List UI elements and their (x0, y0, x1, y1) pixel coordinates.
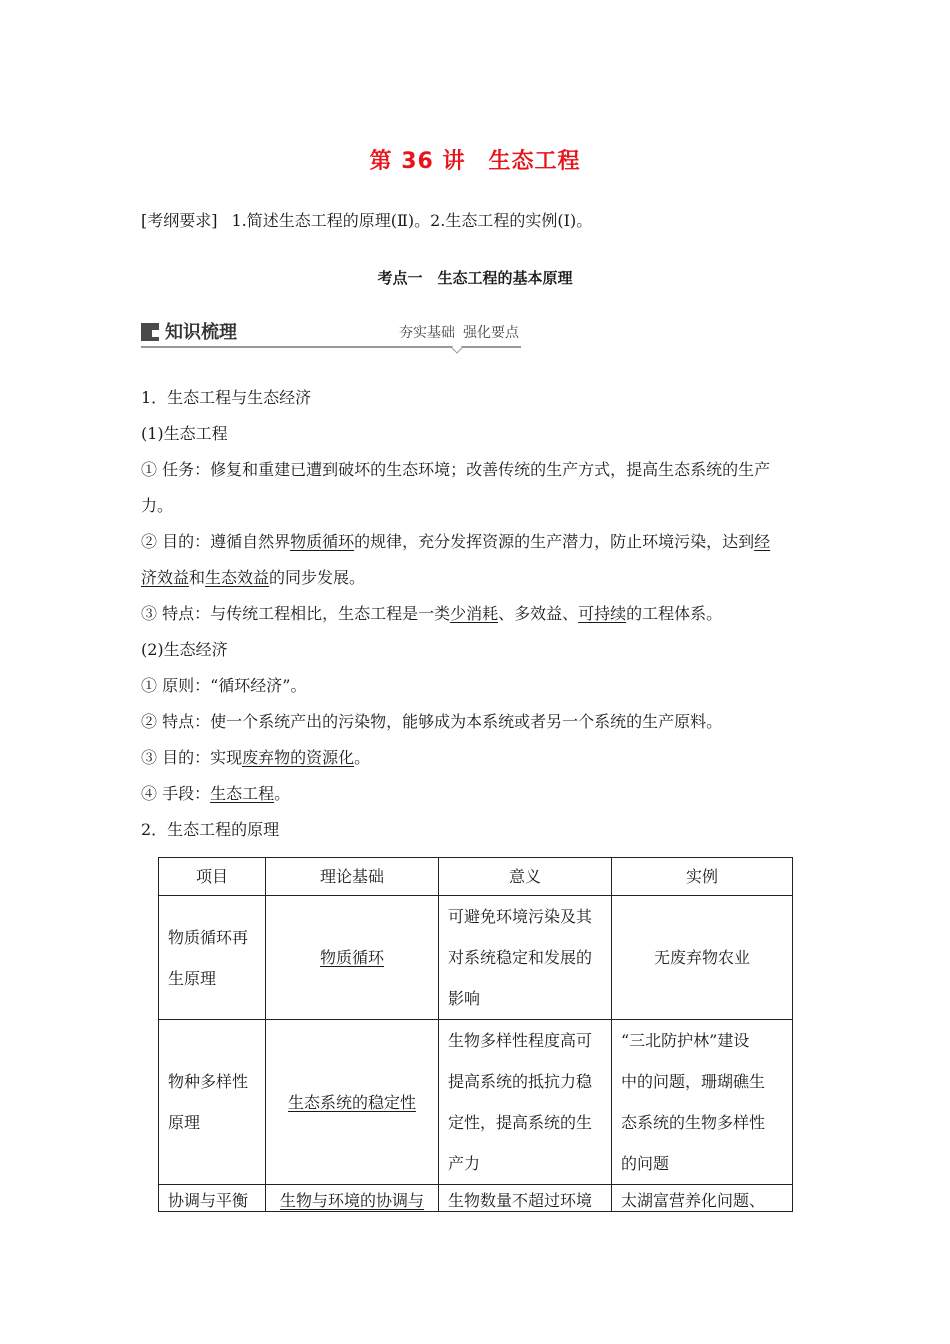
cell-basis: 生态系统的稳定性 (266, 1020, 439, 1185)
banner-divider (141, 346, 521, 348)
syllabus-requirement (141, 208, 592, 231)
subheading-eco-engineering: (1)生态工程 (141, 424, 228, 443)
economy-feature-line: ② 特点：使一个系统产出的污染物，能够成为本系统或者另一个系统的生产原料。 (141, 712, 723, 731)
page-title: 第 36 讲 生态工程 (369, 149, 581, 174)
cell-basis: 生物与环境的协调与 (266, 1185, 439, 1212)
subheading-eco-economy: (2)生态经济 (141, 640, 228, 659)
header-example: 实例 (612, 858, 793, 896)
banner-subtitle: 夯实基础 强化要点 (399, 325, 519, 341)
content-body (141, 380, 811, 848)
knowledge-banner (141, 318, 521, 352)
header-item: 项目 (159, 858, 266, 896)
purpose-line-cont: 济效益和生态效益的同步发展。 (141, 568, 366, 587)
task-line: ① 任务：修复和重建已遭到破坏的生态环境；改善传统的生产方式，提高生态系统的生产 (141, 460, 771, 479)
cell-item: 物质循环再 生原理 (159, 896, 266, 1020)
cell-meaning: 生物多样性程度高可 提高系统的抵抗力稳 定性，提高系统的生 产力 (439, 1020, 612, 1185)
cell-basis: 物质循环 (266, 896, 439, 1020)
header-meaning: 意义 (439, 858, 612, 896)
principle-line: ① 原则：“循环经济”。 (141, 676, 307, 695)
cell-meaning: 可避免环境污染及其 对系统稳定和发展的 影响 (439, 896, 612, 1020)
cell-item: 物种多样性 原理 (159, 1020, 266, 1185)
cell-example: 无废弃物农业 (612, 896, 793, 1020)
requirement-tag: [考纲要求] (141, 211, 218, 230)
economy-purpose-line: ③ 目的：实现废弃物的资源化。 (141, 748, 371, 767)
feature-line: ③ 特点：与传统工程相比，生态工程是一类少消耗、多效益、可持续的工程体系。 (141, 604, 723, 623)
requirement-text: 1.简述生态工程的原理(Ⅱ)。2.生态工程的实例(Ⅰ)。 (231, 211, 593, 230)
means-line: ④ 手段：生态工程。 (141, 784, 291, 803)
purpose-line: ② 目的：遵循自然界物质循环的规律，充分发挥资源的生产潜力，防止环境污染，达到经 (141, 532, 771, 551)
cell-meaning: 生物数量不超过环境 (439, 1185, 612, 1212)
principles-table (158, 857, 793, 1212)
task-line-cont: 力。 (141, 496, 174, 515)
cell-example: 太湖富营养化问题、 (612, 1185, 793, 1212)
header-basis: 理论基础 (266, 858, 439, 896)
heading-2: 2．生态工程的原理 (141, 820, 280, 839)
cell-item: 协调与平衡 (159, 1185, 266, 1212)
table-row (159, 896, 793, 1020)
banner-label: 知识梳理 (165, 322, 237, 343)
table-row (159, 1020, 793, 1185)
section-heading: 考点一 生态工程的基本原理 (377, 269, 573, 287)
heading-1: 1．生态工程与生态经济 (141, 388, 312, 407)
cell-example: “三北防护林”建设 中的问题，珊瑚礁生 态系统的生物多样性 的问题 (612, 1020, 793, 1185)
table-header-row (159, 858, 793, 896)
table-row (159, 1185, 793, 1212)
